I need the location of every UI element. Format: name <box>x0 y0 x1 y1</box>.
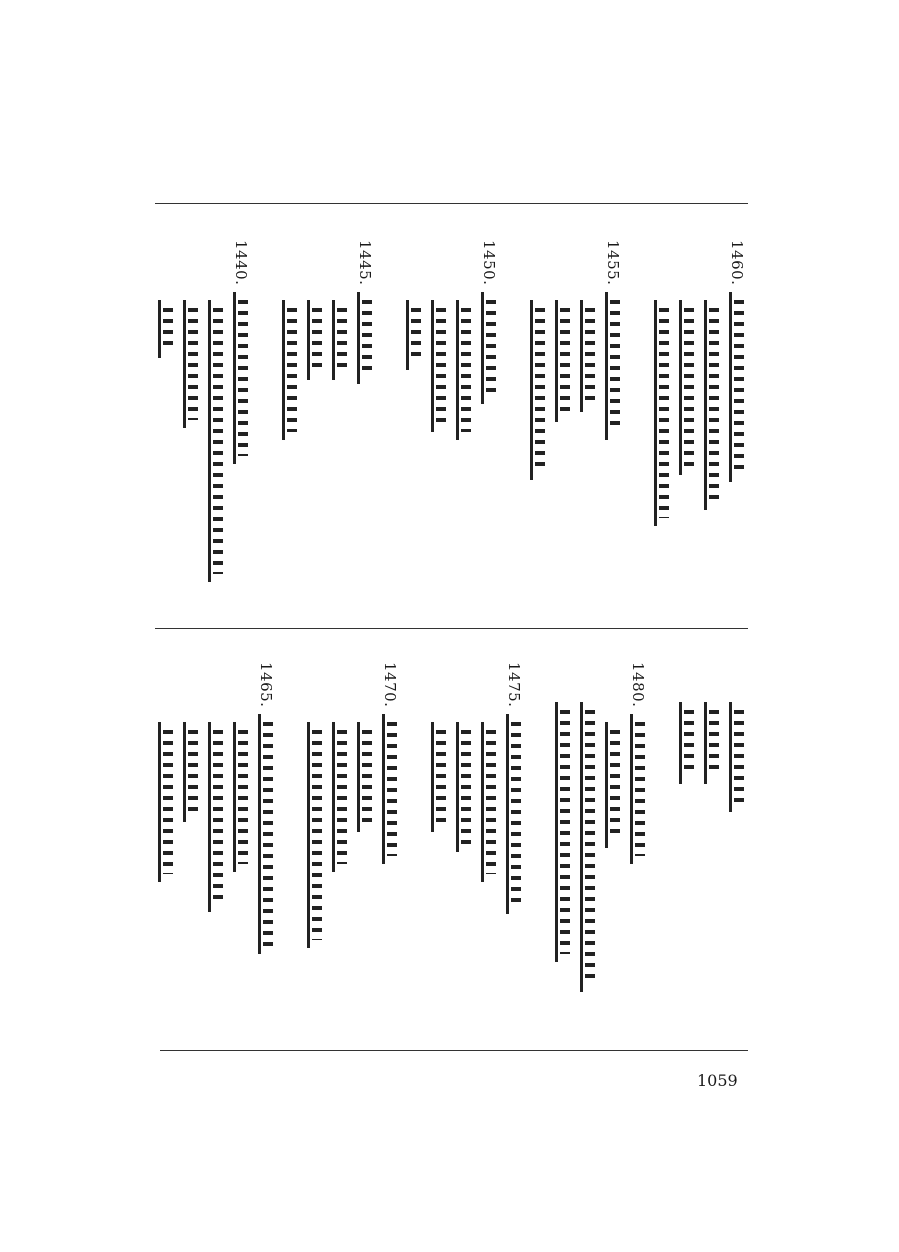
mongolian-script-line <box>555 702 573 962</box>
mongolian-script-line <box>208 300 226 582</box>
mongolian-script-line <box>704 300 722 510</box>
line-number: 1440. <box>232 240 250 286</box>
line-number: 1455. <box>604 240 622 286</box>
bottom-rule <box>160 1050 748 1051</box>
mongolian-script-line <box>654 300 672 526</box>
line-number: 1450. <box>480 240 498 286</box>
line-number: 1445. <box>356 240 374 286</box>
mongolian-script-line <box>183 300 201 428</box>
line-number: 1470. <box>381 662 399 708</box>
mongolian-script-line <box>357 292 375 384</box>
mongolian-script-line <box>729 702 747 812</box>
mongolian-script-line <box>208 722 226 912</box>
mongolian-script-line <box>357 722 375 832</box>
upper-text-panel <box>160 240 746 610</box>
mongolian-script-line <box>630 714 648 864</box>
mongolian-script-line <box>704 702 722 784</box>
mongolian-script-line <box>481 292 499 404</box>
mongolian-script-line <box>332 300 350 380</box>
mongolian-script-line <box>158 722 176 882</box>
mongolian-script-line <box>729 292 747 482</box>
mongolian-script-line <box>679 300 697 475</box>
line-number: 1465. <box>257 662 275 708</box>
mongolian-script-line <box>679 702 697 784</box>
mongolian-script-line <box>233 292 251 464</box>
page-number: 1059 <box>697 1071 738 1090</box>
line-number: 1480. <box>629 662 647 708</box>
mongolian-script-line <box>406 300 424 370</box>
mongolian-script-line <box>506 714 524 914</box>
mongolian-script-line <box>580 300 598 412</box>
mongolian-script-line <box>431 722 449 832</box>
mongolian-script-line <box>605 292 623 440</box>
mongolian-script-line <box>183 722 201 822</box>
mongolian-script-line <box>555 300 573 422</box>
top-rule <box>155 203 748 204</box>
mongolian-script-line <box>382 714 400 864</box>
mongolian-script-line <box>481 722 499 882</box>
mongolian-script-line <box>158 300 176 358</box>
line-number: 1460. <box>728 240 746 286</box>
middle-rule <box>155 628 748 629</box>
mongolian-script-line <box>580 702 598 992</box>
lower-text-panel <box>160 662 740 1032</box>
mongolian-script-line <box>332 722 350 872</box>
mongolian-script-line <box>431 300 449 432</box>
mongolian-script-line <box>307 300 325 380</box>
mongolian-script-line <box>456 722 474 852</box>
mongolian-script-line <box>258 714 276 954</box>
mongolian-script-line <box>456 300 474 440</box>
mongolian-script-line <box>233 722 251 872</box>
mongolian-script-line <box>530 300 548 480</box>
mongolian-script-line <box>282 300 300 440</box>
line-number: 1475. <box>505 662 523 708</box>
mongolian-script-line <box>307 722 325 948</box>
mongolian-script-line <box>605 722 623 848</box>
